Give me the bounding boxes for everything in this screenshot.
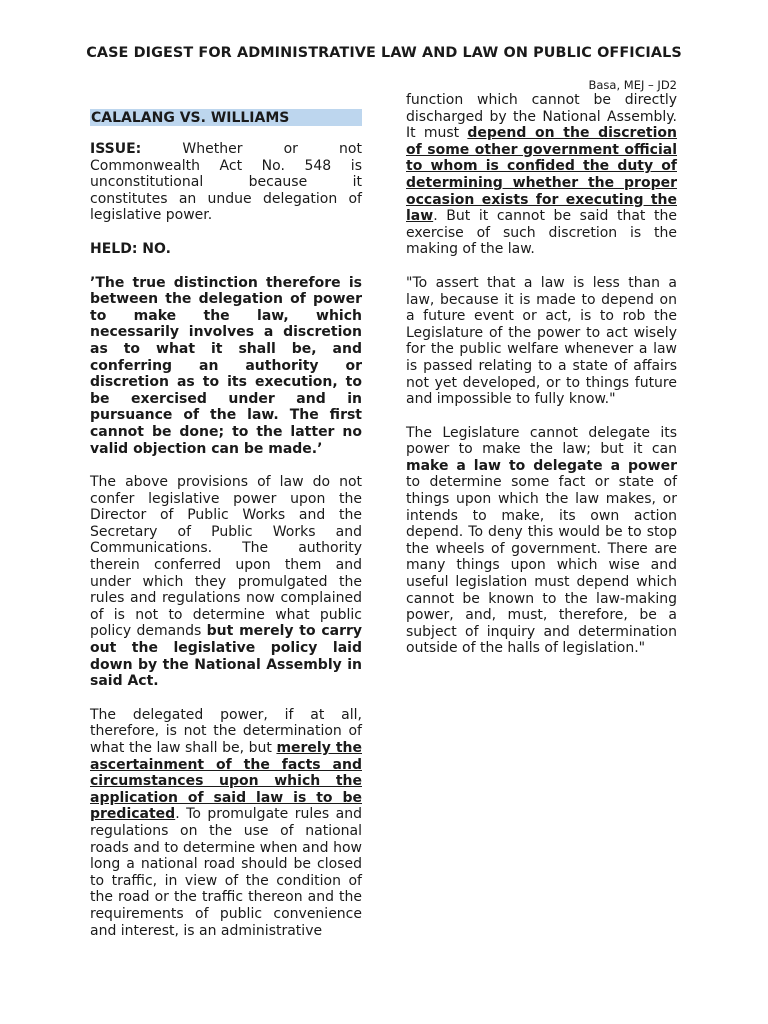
left-paragraph-1-emphasis: but merely to carry out the legislative policy laid down by the National Assembly in said Act.	[90, 623, 363, 690]
right-column	[406, 92, 677, 674]
case-title: CALALANG VS. WILLIAMS	[90, 109, 362, 126]
right-paragraph-3	[406, 425, 677, 657]
author-line: Basa, MEJ – JD2	[588, 78, 677, 92]
issue-paragraph	[90, 141, 362, 224]
right-paragraph-1-emphasis: depend on the discretion of some other government official to whom is confided the duty of determining whether the proper occasion exists for executing the law	[406, 125, 678, 225]
left-paragraph-2	[90, 707, 362, 939]
issue-label: ISSUE:	[90, 141, 142, 157]
left-paragraph-2-text-b: . To promulgate rules and regulations on the use of national roads and to determine when and how long a national road should be closed to traffic, in view of the condition of the road or the traffic thereon and the requirements of public convenience and interest, is an administrative	[90, 806, 362, 939]
right-paragraph-1	[406, 92, 677, 258]
left-paragraph-2-text-a: The delegated power, if at all, therefore, is not the determination of what the law shall be, but	[90, 706, 362, 756]
quoted-doctrine: ’The true distinction therefore is between the delegation of power to make the law, which necessarily involves a discretion as to what it shall be, and conferring an authority or discretion as to its execution, to be exercised under and in pursuance of the law. The first cannot be done; to the latter no valid objection can be made.’	[90, 274, 362, 457]
right-paragraph-2: "To assert that a law is less than a law, because it is made to depend on a future event or act, is to rob the Legislature of the power to act wisely for the public welfare whenever a law is passed relating to a state of affairs not yet developed, or to things future and impossible to fully know."	[406, 274, 677, 408]
left-column	[90, 92, 362, 956]
right-paragraph-3-emphasis: make a law to delegate a power	[406, 457, 677, 474]
right-paragraph-3-text-a: The Legislature cannot delegate its power to make the law; but it can	[406, 424, 677, 458]
right-paragraph-1-text-b: . But it cannot be said that the exercise of such discretion is the making of the law.	[406, 208, 677, 258]
right-paragraph-3-text-b: to determine some fact or state of things upon which the law makes, or intends to make, its own action depend. To deny this would be to stop the wheels of government. There are many things upon which wise and useful legislation must depend which cannot be known to the law-making power, and, must, therefore, be a subject of inquiry and determination outside of the halls of legislation."	[406, 474, 677, 657]
right-paragraph-1-text-a: function which cannot be directly discharged by the National Assembly. It must	[406, 92, 677, 142]
held-line: HELD: NO.	[90, 240, 171, 257]
left-paragraph-1-text: The above provisions of law do not confer legislative power upon the Director of Public Works and the Secretary of Public Works and Communications. The authority therein conferred upon them and under which they promulgated the rules and regulations now complained of is not to determine what public policy demands	[90, 474, 362, 640]
page-title: CASE DIGEST FOR ADMINISTRATIVE LAW AND LAW ON PUBLIC OFFICIALS	[86, 45, 682, 61]
left-paragraph-2-emphasis: merely the ascertainment of the facts and circumstances upon which the application of said law is to be predicated	[90, 740, 362, 823]
issue-text: Whether or not Commonwealth Act No. 548 is unconstitutional because it constitutes an undue delegation of legislative power.	[90, 141, 362, 224]
left-paragraph-1	[90, 474, 362, 690]
